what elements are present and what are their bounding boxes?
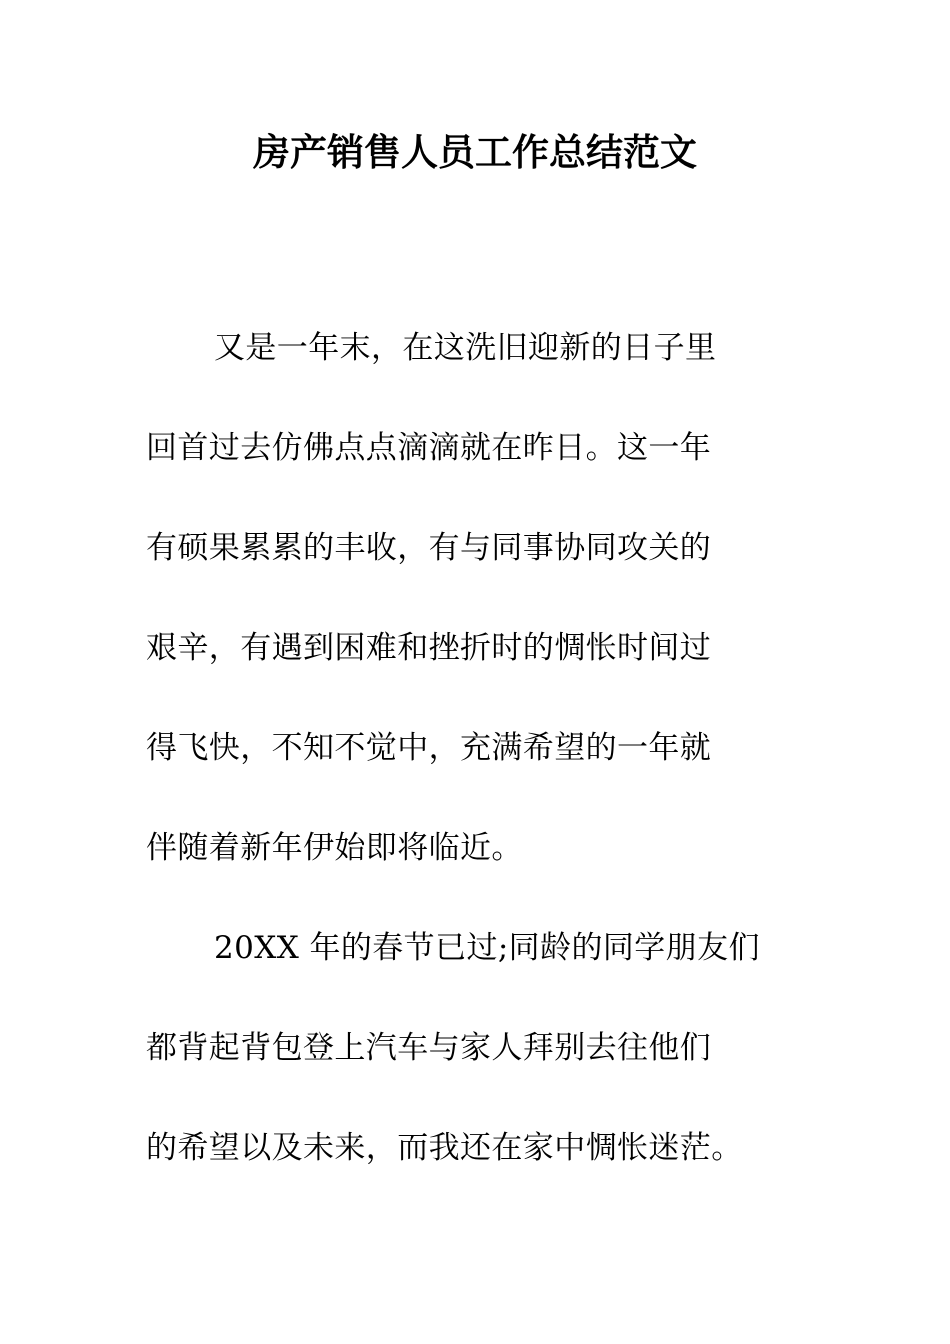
paragraph-line: 艰辛，有遇到困难和挫折时的惆怅时间过 [146, 630, 712, 666]
paragraph-line: 得飞快，不知不觉中，充满希望的一年就 [146, 730, 712, 766]
paragraph-line: 都背起背包登上汽车与家人拜别去往他们 [146, 1030, 712, 1066]
paragraph-1 [146, 298, 806, 898]
paragraph-line: 的希望以及未来，而我还在家中惆怅迷茫。 [146, 1130, 743, 1166]
document-title: 房产销售人员工作总结范文 [253, 131, 697, 174]
paragraph-line: 又是一年末，在这洗旧迎新的日子里 [214, 330, 717, 366]
paragraph-2 [146, 898, 806, 1198]
document-body [146, 298, 806, 1198]
paragraph-line: 伴随着新年伊始即将临近。 [146, 830, 523, 866]
paragraph-line: 20XX 年的春节已过;同龄的同学朋友们 [214, 930, 760, 966]
paragraph-line: 有硕果累累的丰收，有与同事协同攻关的 [146, 530, 712, 566]
paragraph-line: 回首过去仿佛点点滴滴就在昨日。这一年 [146, 430, 712, 466]
